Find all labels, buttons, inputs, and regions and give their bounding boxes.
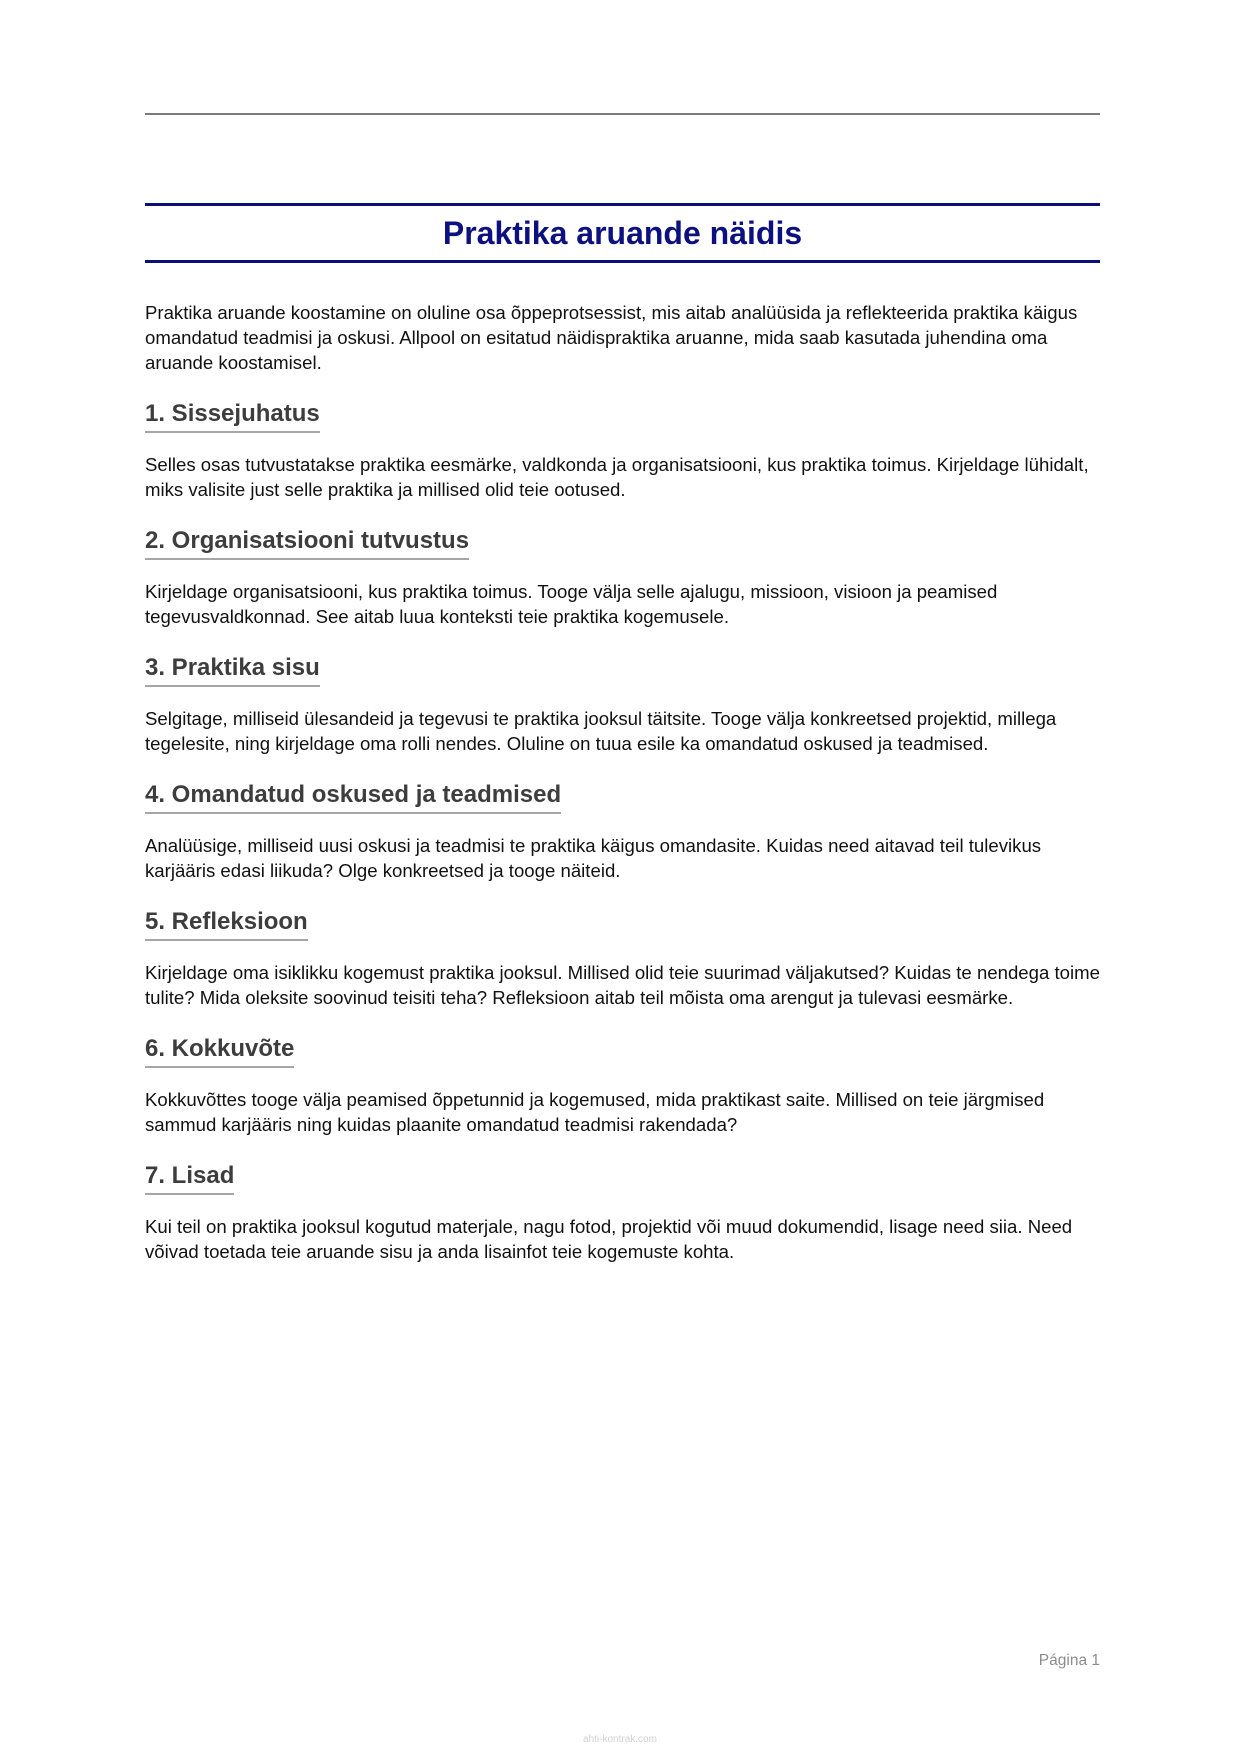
section-lisad <box>145 1161 1100 1264</box>
title-block <box>145 203 1100 263</box>
section-heading: 7. Lisad <box>145 1161 234 1195</box>
page-number: Página 1 <box>1038 1652 1100 1669</box>
section-text: Kirjeldage organisatsiooni, kus praktika toimus. Tooge välja selle ajalugu, missioon, visioon ja peamised tegevusvaldkonnad. See aitab luua konteksti teie praktika kogemusele. <box>145 581 998 627</box>
document-body <box>145 300 1100 1264</box>
intro-paragraph: Praktika aruande koostamine on oluline osa õppeprotsessist, mis aitab analüüsida ja reflekteerida praktika käigus omandatud teadmisi ja oskusi. Allpool on esitatud näidispraktika aruanne, mida saab kasutada juhendina oma aruande koostamisel. <box>145 302 1078 373</box>
section-sissejuhatus <box>145 399 1100 502</box>
section-omandatud-oskused <box>145 780 1100 883</box>
section-heading: 3. Praktika sisu <box>145 653 320 687</box>
section-text: Selles osas tutvustatakse praktika eesmärke, valdkonda ja organisatsiooni, kus praktika toimus. Kirjeldage lühidalt, miks valisite just selle praktika ja millised olid teie ootused. <box>145 454 1089 500</box>
section-organisatsiooni-tutvustus <box>145 526 1100 629</box>
section-heading: 5. Refleksioon <box>145 907 308 941</box>
section-heading: 1. Sissejuhatus <box>145 399 320 433</box>
section-kokkuvote <box>145 1034 1100 1137</box>
section-text: Kui teil on praktika jooksul kogutud materjale, nagu fotod, projektid või muud dokumendid, lisage need siia. Need võivad toetada teie aruande sisu ja anda lisainfot teie kogemuste kohta. <box>145 1216 1073 1262</box>
section-text: Selgitage, milliseid ülesandeid ja tegevusi te praktika jooksul täitsite. Tooge välja konkreetsed projektid, millega tegelesite, ning kirjeldage oma rolli nendes. Oluline on tuua esile ka omandatud oskused ja teadmised. <box>145 708 1057 754</box>
watermark: ahti-kontrak.com <box>583 1734 657 1745</box>
header-rule <box>145 113 1100 115</box>
document-title: Praktika aruande näidis <box>442 215 803 251</box>
section-text: Kokkuvõttes tooge välja peamised õppetunnid ja kogemused, mida praktikast saite. Millised on teie järgmised sammud karjääris ning kuidas plaanite omandatud teadmisi rakendada? <box>145 1089 1045 1135</box>
section-text: Analüüsige, milliseid uusi oskusi ja teadmisi te praktika käigus omandasite. Kuidas need aitavad teil tulevikus karjääris edasi liikuda? Olge konkreetsed ja tooge näiteid. <box>145 835 1042 881</box>
section-refleksioon <box>145 907 1100 1010</box>
section-heading: 2. Organisatsiooni tutvustus <box>145 526 469 560</box>
section-praktika-sisu <box>145 653 1100 756</box>
section-heading: 4. Omandatud oskused ja teadmised <box>145 780 561 814</box>
section-text: Kirjeldage oma isiklikku kogemust praktika jooksul. Millised olid teie suurimad väljakutsed? Kuidas te nendega toime tulite? Mida oleksite soovinud teisiti teha? Refleksioon aitab teil mõista oma arengut ja tulevasi eesmärke. <box>145 962 1100 1008</box>
section-heading: 6. Kokkuvõte <box>145 1034 294 1068</box>
